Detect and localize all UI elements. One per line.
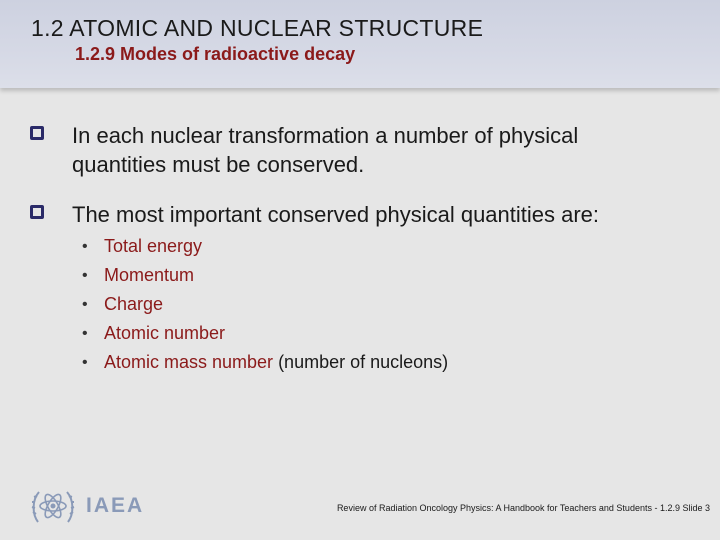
bullet-dot-icon: • — [82, 324, 88, 342]
bullet-text: In each nuclear transformation a number of physical quantities must be conserved. — [72, 123, 579, 177]
iaea-atom-wreath-icon — [30, 484, 76, 528]
bullet-dot-icon: • — [82, 266, 88, 284]
subsection-title: 1.2.9 Modes of radioactive decay — [75, 44, 356, 64]
list-item-text: Charge — [104, 294, 164, 314]
list-item-text: Momentum — [104, 265, 195, 285]
list-item — [82, 290, 448, 319]
list-item — [82, 348, 448, 377]
conserved-quantities-list — [82, 232, 448, 377]
bullet-text: The most important conserved physical quantities are: — [72, 202, 600, 227]
bullet-dot-icon: • — [82, 237, 88, 255]
bullet-dot-icon: • — [82, 295, 88, 313]
list-item-tail: (number of nucleons) — [273, 352, 449, 372]
iaea-logo — [30, 484, 160, 528]
list-item — [82, 232, 448, 261]
list-item — [82, 261, 448, 290]
list-item-text: Atomic mass number — [104, 352, 274, 372]
bullet-item — [30, 121, 672, 179]
checkbox-bullet-icon — [30, 205, 44, 219]
list-item-text: Total energy — [104, 236, 203, 256]
section-title: 1.2 ATOMIC AND NUCLEAR STRUCTURE — [31, 15, 484, 41]
checkbox-bullet-icon — [30, 126, 44, 140]
slide-header — [0, 0, 720, 88]
list-item — [82, 319, 448, 348]
logo-text: IAEA — [86, 494, 145, 517]
bullet-dot-icon: • — [82, 353, 88, 371]
list-item-text: Atomic number — [104, 323, 226, 343]
bullet-item — [30, 200, 672, 229]
slide-footer: Review of Radiation Oncology Physics: A Handbook for Teachers and Students - 1.2.9 Slide 3 — [336, 503, 710, 513]
